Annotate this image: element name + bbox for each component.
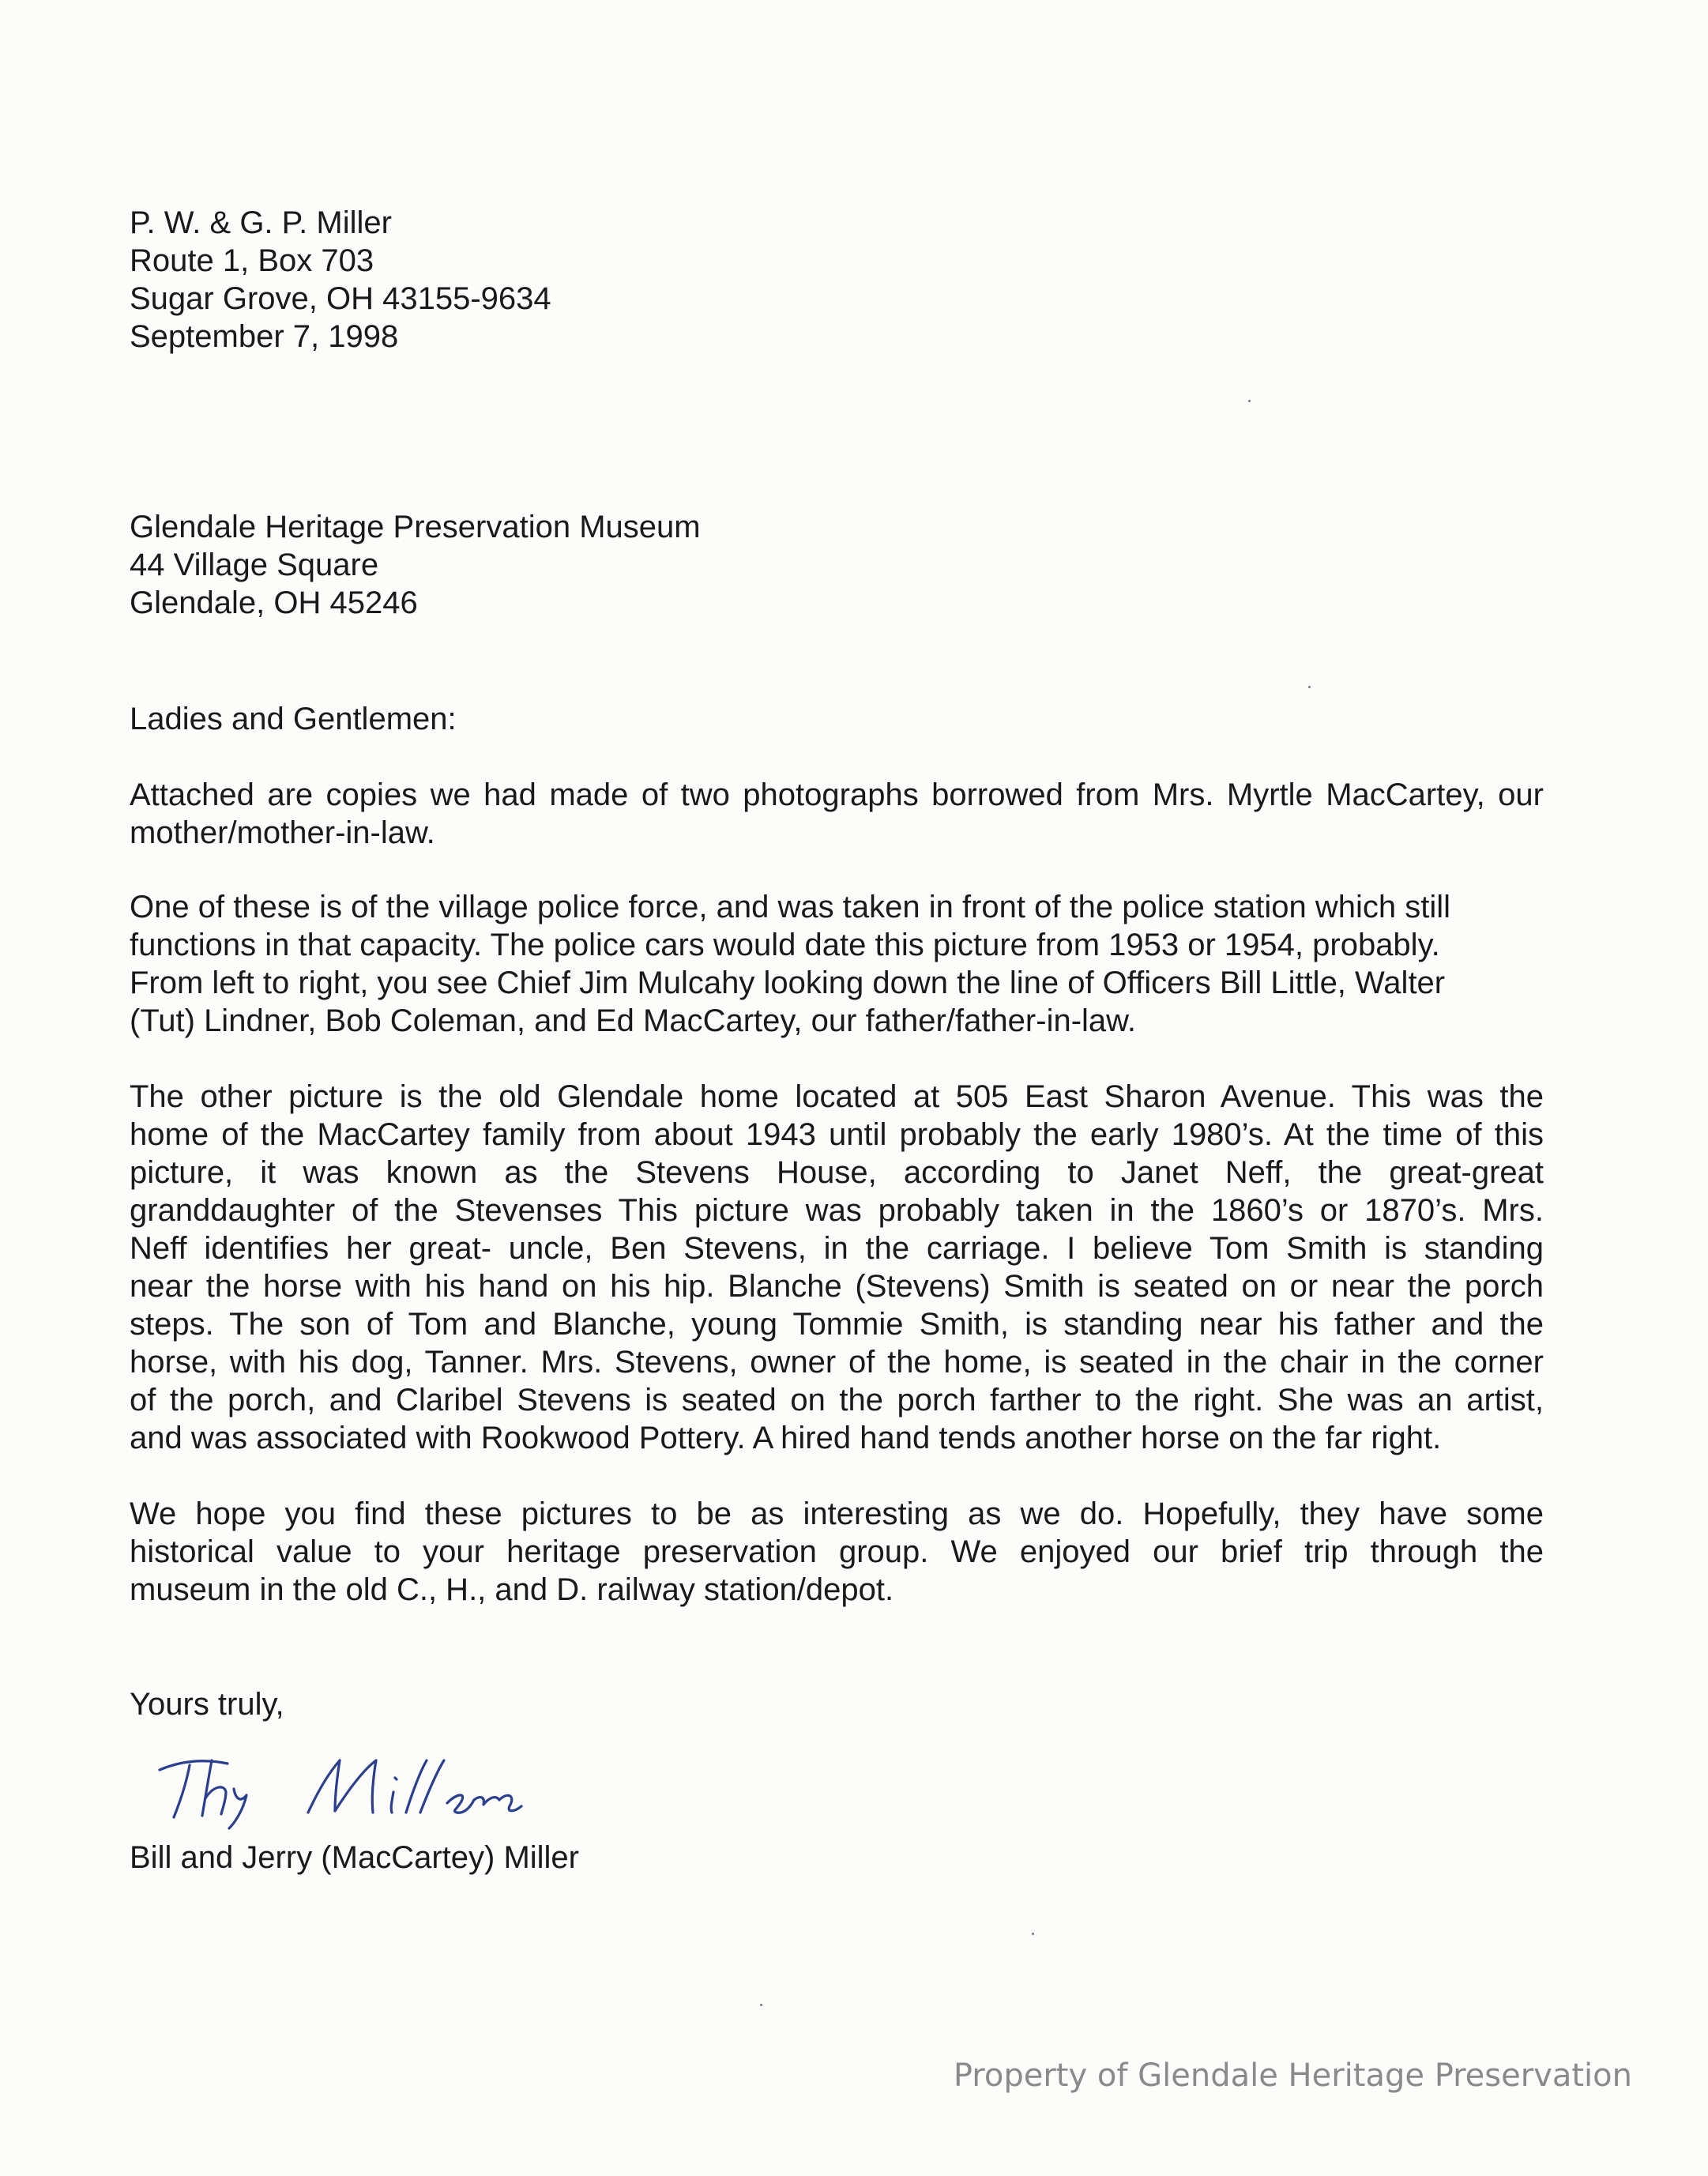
sender-address-block — [130, 204, 551, 356]
recipient-address-line1: 44 Village Square — [130, 548, 379, 582]
sender-address-line2: Sugar Grove, OH 43155-9634 — [130, 281, 551, 316]
paragraph-line: and was associated with Rookwood Pottery. A hired hand tends another horse on the far right. — [130, 1421, 1442, 1455]
body-paragraph-1 — [130, 776, 1544, 852]
sender-name: P. W. & G. P. Miller — [130, 205, 392, 240]
paragraph-line: historical value to your heritage preservation group. We enjoyed our brief trip through the — [130, 1534, 1544, 1569]
paragraph-line: Neff identifies her great- uncle, Ben Stevens, in the carriage. I believe Tom Smith is standing — [130, 1231, 1544, 1266]
paragraph-line: mother/mother-in-law. — [130, 815, 435, 850]
scan-speck — [1308, 686, 1311, 688]
scan-speck — [1248, 400, 1251, 402]
watermark: Property of Glendale Heritage Preservation — [953, 2057, 1632, 2094]
paragraph-line: of the porch, and Claribel Stevens is seated on the porch farther to the right. She was an artist, — [130, 1383, 1544, 1417]
paragraph-line: Attached are copies we had made of two photographs borrowed from Mrs. Myrtle MacCartey, our — [130, 777, 1544, 812]
paragraph-line: (Tut) Lindner, Bob Coleman, and Ed MacCartey, our father/father-in-law. — [130, 1003, 1136, 1038]
paragraph-line: steps. The son of Tom and Blanche, young Tommie Smith, is standing near his father and the — [130, 1307, 1544, 1342]
letter-date: September 7, 1998 — [130, 319, 399, 354]
signatory-name: Bill and Jerry (MacCartey) Miller — [130, 1840, 579, 1875]
body-paragraph-4 — [130, 1495, 1544, 1609]
closing: Yours truly, — [130, 1687, 284, 1722]
body-paragraph-2 — [130, 888, 1544, 1040]
scan-speck — [1032, 1933, 1034, 1935]
paragraph-line: The other picture is the old Glendale home located at 505 East Sharon Avenue. This was the — [130, 1079, 1544, 1114]
paragraph-line: home of the MacCartey family from about 1943 until probably the early 1980’s. At the time of this — [130, 1117, 1544, 1152]
recipient-address-block — [130, 508, 701, 622]
paragraph-line: near the horse with his hand on his hip. Blanche (Stevens) Smith is seated on or near the porch — [130, 1269, 1544, 1304]
paragraph-line: From left to right, you see Chief Jim Mulcahy looking down the line of Officers Bill Little, Walter — [130, 966, 1446, 1000]
paragraph-line: We hope you find these pictures to be as interesting as we do. Hopefully, they have some — [130, 1496, 1544, 1531]
paragraph-line: granddaughter of the Stevenses This picture was probably taken in the 1860’s or 1870’s. Mrs. — [130, 1193, 1544, 1228]
paragraph-line: One of these is of the village police force, and was taken in front of the police station which still — [130, 890, 1451, 924]
body-paragraph-3 — [130, 1078, 1544, 1457]
recipient-address-line2: Glendale, OH 45246 — [130, 585, 418, 620]
paragraph-line: horse, with his dog, Tanner. Mrs. Stevens, owner of the home, is seated in the chair in the corner — [130, 1345, 1544, 1380]
salutation: Ladies and Gentlemen: — [130, 702, 457, 736]
paragraph-line: functions in that capacity. The police cars would date this picture from 1953 or 1954, probably. — [130, 928, 1440, 962]
handwritten-signature — [142, 1737, 616, 1832]
paragraph-line: museum in the old C., H., and D. railway station/depot. — [130, 1572, 894, 1607]
scan-speck — [760, 2004, 762, 2006]
sender-address-line1: Route 1, Box 703 — [130, 243, 374, 278]
recipient-name: Glendale Heritage Preservation Museum — [130, 510, 701, 544]
paragraph-line: picture, it was known as the Stevens House, according to Janet Neff, the great-great — [130, 1155, 1544, 1190]
